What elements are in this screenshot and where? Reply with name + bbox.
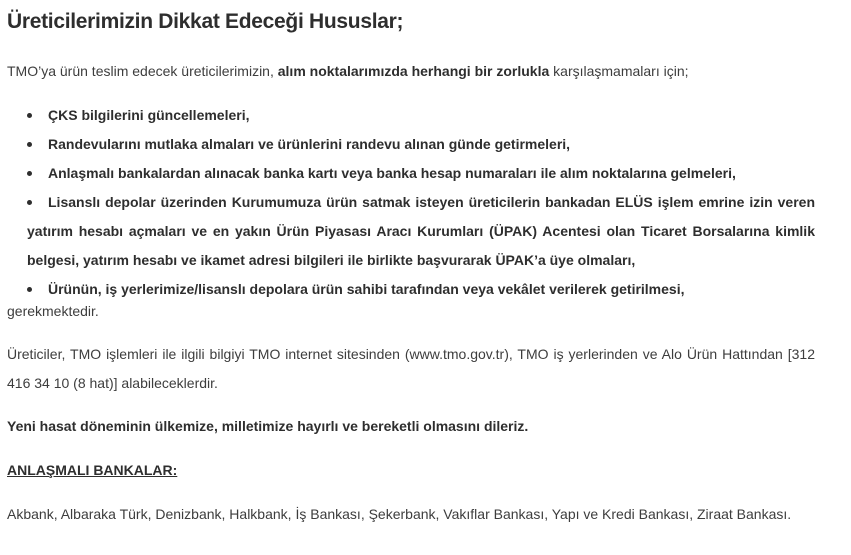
intro-text-end: karşılaşmamaları için; [549,63,689,79]
list-item-text: Ürünün, iş yerlerimize/lisanslı depolara ürün sahibi tarafından veya vekâlet verilerek getirilmesi, [48,281,685,297]
bullet-icon [27,171,32,176]
page-title: Üreticilerimizin Dikkat Edeceği Hususlar; [7,10,404,33]
list-item [7,130,815,159]
requirements-list [7,101,815,304]
list-item-text: Anlaşmalı bankalardan alınacak banka kartı veya banka hesap numaraları ile alım noktalarına gelmeleri, [48,165,736,181]
intro-emphasis: alım noktalarımızda herhangi bir zorlukla [277,63,550,79]
banks-heading: ANLAŞMALI BANKALAR: [7,462,178,478]
intro-text: TMO’ya ürün teslim edecek üreticilerimizin, [7,63,278,79]
bullet-icon [27,113,32,118]
intro-paragraph [7,57,689,86]
closing-text: gerekmektedir. [7,303,99,319]
list-item [7,275,815,304]
list-item [7,101,815,130]
list-item [7,188,815,275]
bullet-icon [27,200,32,205]
list-item-text: ÇKS bilgilerini güncellemeleri, [48,107,250,123]
wish-paragraph: Yeni hasat döneminin ülkemize, milletimize hayırlı ve bereketli olmasını dileriz. [7,418,529,434]
list-item-text: Lisanslı depolar üzerinden Kurumumuza ürün satmak isteyen üreticilerin bankadan ELÜS işlem emrine izin veren yatırım hesabı açmaları ve en yakın Ürün Piyasası Aracı Kurumları (ÜPAK) Acentesi olan Ticaret Borsalarına kimlik belgesi, yatırım hesabı ve ikamet adresi bilgileri ile birlikte başvurarak ÜPAK’a üye olmaları, [27,194,815,268]
list-item-text: Randevularını mutlaka almaları ve ürünlerini randevu alınan günde getirmeleri, [48,136,571,152]
bullet-icon [27,142,32,147]
list-item [7,159,815,188]
banks-list: Akbank, Albaraka Türk, Denizbank, Halkbank, İş Bankası, Şekerbank, Vakıflar Bankası, Yapı ve Kredi Bankası, Ziraat Bankası. [7,506,792,522]
info-paragraph: Üreticiler, TMO işlemleri ile ilgili bilgiyi TMO internet sitesinden (www.tmo.gov.tr), TMO iş yerlerinden ve Alo Ürün Hattından [312 416 34 10 (8 hat)] alabileceklerdir. [7,346,815,391]
bullet-icon [27,287,32,292]
